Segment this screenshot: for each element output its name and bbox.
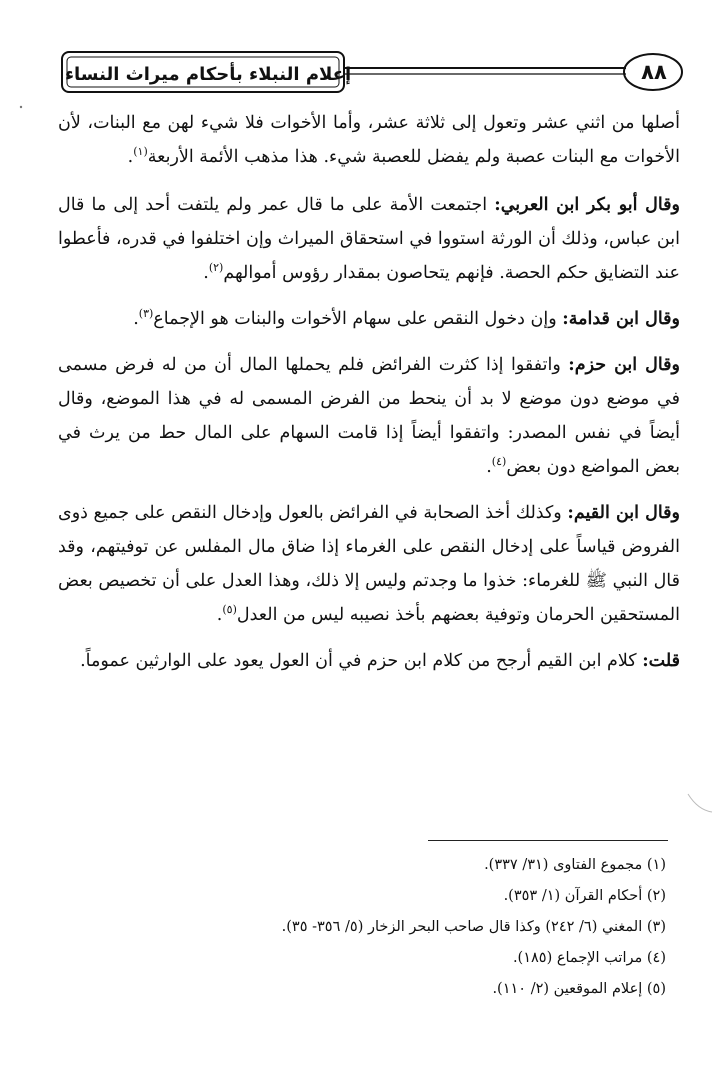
paragraph-text: واتفقوا إذا كثرت الفرائض فلم يحملها المال أن من له فرض مسمى في موضع دون موضع لا بد أن ينحط من الفرض المسمى له في هذا الموضع، وقال أيضاً في نفس المصدر: واتفقوا أيضاً إذا قامت السهام على المال حط من يرث في بعض المواضع دون بعض bbox=[58, 355, 680, 477]
speaker-label: قلت: bbox=[642, 651, 680, 671]
paragraph-text: أصلها من اثني عشر وتعول إلى ثلاثة عشر، وأما الأخوات فلا شيء لهن مع البنات، لأن الأخوات مع البنات عصبة ولم يفضل للعصبة شيء. هذا مذهب الأئمة الأربعة bbox=[58, 113, 680, 167]
paragraph bbox=[58, 188, 680, 290]
paragraph-text: وكذلك أخذ الصحابة في الفرائض بالعول وإدخال النقص على جميع ذوى الفروض قياساً على إدخال النقص على الغرماء إذا ضاق مال المفلس عن توفيتهم، وقد قال النبي ﷺ للغرماء: خذوا ما وجدتم وليس إلا ذلك، وهذا العدل على أن تخصيص بعض المستحقين الحرمان وتوفية بعضهم بأخذ نصيبه ليس من العدل bbox=[58, 503, 680, 625]
paragraph bbox=[58, 302, 680, 336]
paragraph-end: . bbox=[127, 147, 134, 167]
speaker-label: وقال ابن حزم: bbox=[568, 355, 680, 375]
scan-edge-mark bbox=[684, 790, 714, 816]
footnote-divider bbox=[428, 840, 668, 841]
speaker-label: وقال ابن القيم: bbox=[567, 503, 680, 523]
footnote: (٢) أحكام القرآن (١/ ٣٥٣). bbox=[503, 888, 666, 904]
paragraph bbox=[58, 348, 680, 484]
paragraph-text: اجتمعت الأمة على ما قال عمر ولم يلتفت أحد إلى ما قال ابن عباس، وذلك أن الورثة استووا في استحقاق الميراث وإن اختلفوا في قدره، فأعطوا عند التضايق حكم الحصة. فإنهم يتحاصون بمقدار رؤوس أموالهم bbox=[58, 195, 680, 283]
paragraph-end: . bbox=[216, 605, 223, 625]
page-number: ٨٨ bbox=[641, 60, 667, 84]
paragraph-text: وإن دخول النقص على سهام الأخوات والبنات هو الإجماع bbox=[153, 309, 557, 329]
footnote-ref: (١) bbox=[133, 145, 148, 159]
footnotes bbox=[58, 850, 680, 1005]
paragraph-end: . bbox=[486, 457, 492, 477]
paragraph-end: . bbox=[133, 309, 139, 329]
footnote-ref: (٥) bbox=[222, 603, 237, 617]
scan-dot-mark bbox=[18, 104, 24, 110]
paragraph bbox=[58, 106, 680, 174]
footnote: (٥) إعلام الموقعين (٢/ ١١٠). bbox=[492, 981, 666, 997]
footnote: (٤) مراتب الإجماع (١٨٥). bbox=[512, 950, 666, 966]
speaker-label: وقال ابن قدامة: bbox=[562, 309, 680, 329]
paragraph-end: . bbox=[203, 263, 209, 283]
paragraph bbox=[58, 496, 680, 632]
book-title: إعلام النبلاء بأحكام ميراث النساء bbox=[64, 63, 352, 85]
footnote-ref: (٢) bbox=[208, 261, 224, 275]
paragraph-text: كلام ابن القيم أرجح من كلام ابن حزم في أن العول يعود على الوارثين عموماً. bbox=[80, 651, 637, 671]
footnote-ref: (٤) bbox=[491, 455, 507, 469]
footnote-ref: (٣) bbox=[138, 307, 154, 321]
footnote: (١) مجموع الفتاوى (٣١/ ٣٣٧). bbox=[484, 857, 666, 873]
paragraph bbox=[58, 644, 680, 678]
main-text bbox=[58, 106, 680, 690]
footnote: (٣) المغني (٦/ ٢٤٢) وكذا قال صاحب البحر الزخار (٥/ ٣٥٦- ٣٥). bbox=[281, 919, 666, 935]
page-header bbox=[0, 0, 720, 100]
speaker-label: وقال أبو بكر ابن العربي: bbox=[494, 195, 680, 215]
